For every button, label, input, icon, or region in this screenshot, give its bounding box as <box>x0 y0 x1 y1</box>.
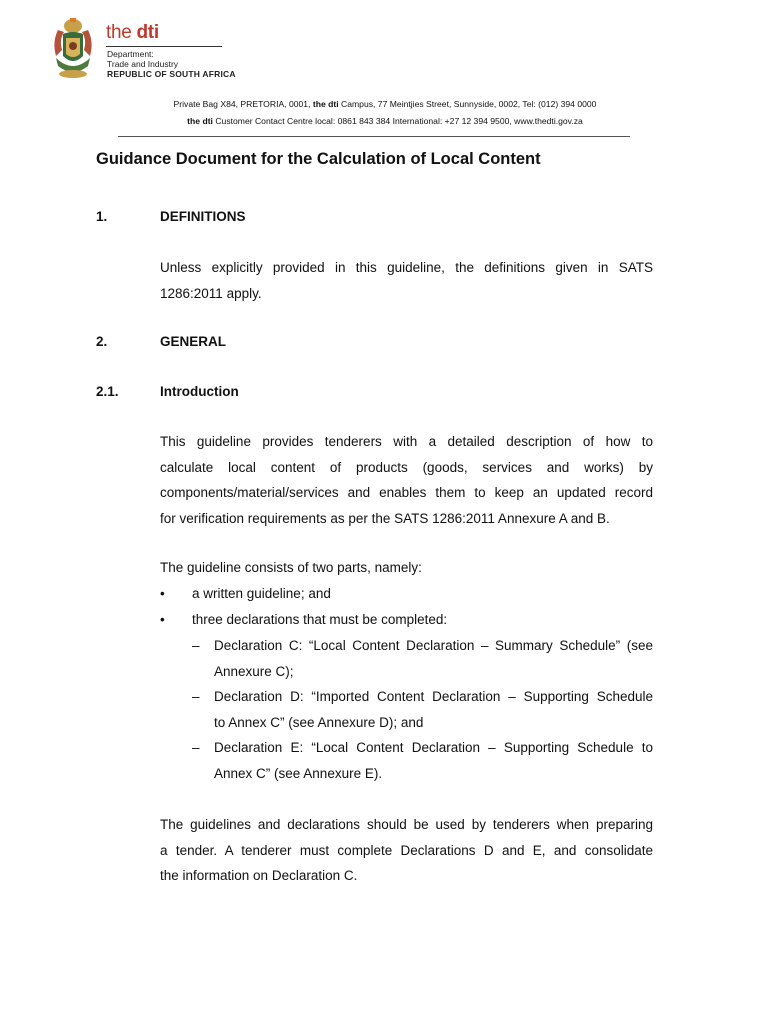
section-2-number: 2. <box>96 334 108 349</box>
definitions-paragraph <box>160 255 653 306</box>
section-1-title: DEFINITIONS <box>160 209 246 224</box>
address-line-1: Private Bag X84, PRETORIA, 0001, the dti Campus, 77 Meintjies Street, Sunnyside, 0002, Tel: (012) 394 0000 <box>173 99 597 109</box>
coat-of-arms-logo <box>48 16 98 82</box>
intro-line-3: components/material/services and enables them to keep an updated record <box>160 485 653 500</box>
intro-line-1: This guideline provides tenderers with a detailed description of how to <box>160 434 653 449</box>
declaration-d-marker: – <box>192 689 200 704</box>
usage-line-2: a tender. A tenderer must complete Declarations D and E, and consolidate <box>160 842 653 858</box>
intro-line-4: for verification requirements as per the SATS 1286:2011 Annexure A and B. <box>160 510 610 526</box>
declaration-e-line-2: Annex C” (see Annexure E). <box>214 765 383 781</box>
bullet-1-text: a written guideline; and <box>192 586 331 601</box>
section-2-title: GENERAL <box>160 334 227 349</box>
declaration-d-line-1: Declaration D: “Imported Content Declaration – Supporting Schedule <box>214 689 653 704</box>
document-title: Guidance Document for the Calculation of Local Content <box>96 150 541 168</box>
intro-line-2: calculate local content of products (goods, services and works) by <box>160 459 653 475</box>
parts-intro: The guideline consists of two parts, namely: <box>160 560 422 575</box>
definitions-line-2: 1286:2011 apply. <box>160 285 262 301</box>
declaration-c-item <box>214 633 653 684</box>
bullet-2-marker: • <box>160 612 165 627</box>
declaration-e-line-1: Declaration E: “Local Content Declaration – Supporting Schedule to <box>214 740 653 755</box>
definitions-line-1: Unless explicitly provided in this guideline, the definitions given in SATS <box>160 260 653 275</box>
usage-paragraph <box>160 812 653 889</box>
introduction-paragraph <box>160 429 653 531</box>
declaration-d-line-2: to Annex C” (see Annexure D); and <box>214 714 424 730</box>
declaration-c-line-1: Declaration C: “Local Content Declaration – Summary Schedule” (see <box>214 638 653 653</box>
section-2-1-title: Introduction <box>160 384 239 399</box>
declaration-e-item <box>214 735 653 786</box>
dept-line-2: Trade and Industry <box>107 59 179 69</box>
declaration-c-line-2: Annexure C); <box>214 663 294 679</box>
brand-divider <box>106 46 222 47</box>
header-divider <box>118 136 630 137</box>
bullet-2-text: three declarations that must be completed: <box>192 612 448 627</box>
dept-line-3: REPUBLIC OF SOUTH AFRICA <box>107 69 236 79</box>
section-2-1-number: 2.1. <box>96 384 119 399</box>
declaration-d-item <box>214 684 653 735</box>
bullet-1-marker: • <box>160 586 165 601</box>
usage-line-3: the information on Declaration C. <box>160 868 358 883</box>
dept-line-1: Department: <box>107 49 154 59</box>
address-line-2: the dti Customer Contact Centre local: 0861 843 384 International: +27 12 394 9500, www.thedti.gov.za <box>187 116 583 126</box>
declaration-e-marker: – <box>192 740 200 755</box>
brand-wordmark: the dti <box>106 22 159 43</box>
declaration-c-marker: – <box>192 638 200 653</box>
section-1-number: 1. <box>96 209 108 224</box>
department-label <box>107 49 236 79</box>
usage-line-1: The guidelines and declarations should be used by tenderers when preparing <box>160 817 653 832</box>
